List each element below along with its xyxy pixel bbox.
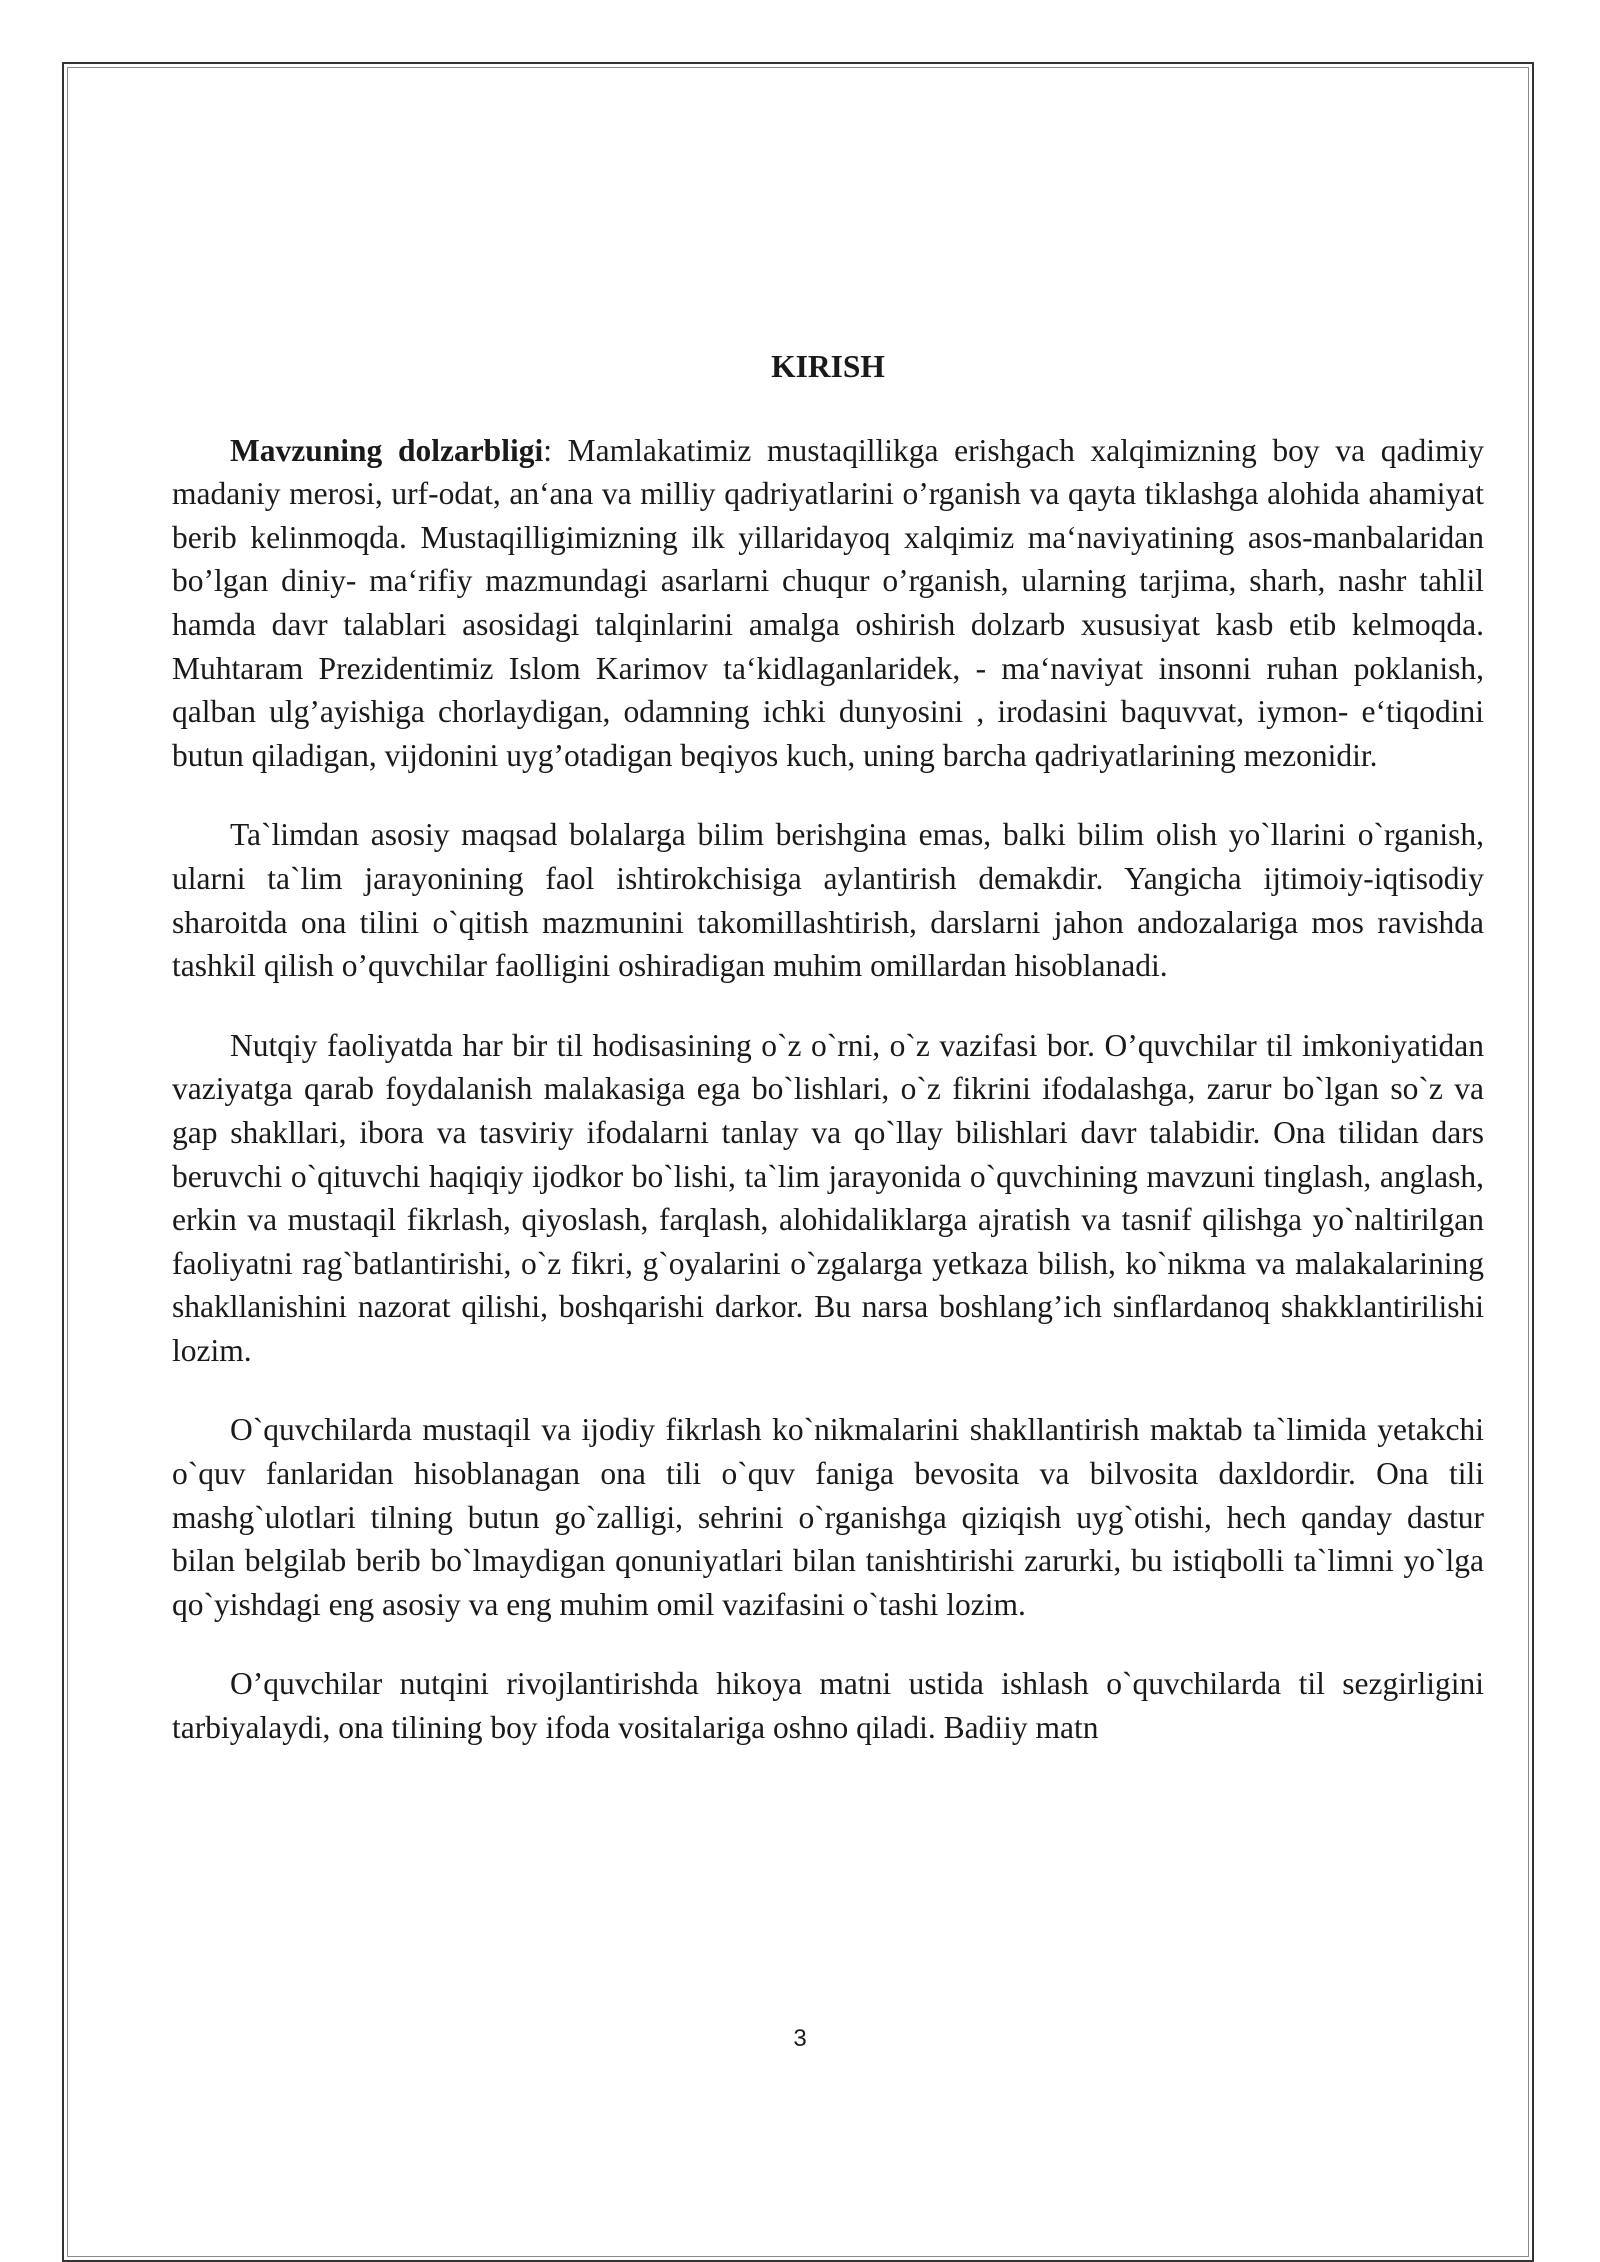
paragraph-text: : Mamlakatimiz mustaqillikga erishgach xalqimizning boy va qadimiy madaniy merosi, urf-odat, an‘ana va milliy qadriyatlarini o’rganish va qayta tiklashga alohida ahamiyat berib kelinmoqda. Mustaqilligimizning ilk yillaridayoq xalqimiz ma‘naviyatining asos-manbalaridan bo’lgan diniy- ma‘rifiy mazmundagi asarlarni chuqur o’rganish, ularning tarjima, sharh, nashr tahlil hamda davr talablari asosidagi talqinlarini amalga oshirish dolzarb xususiyat kasb etib kelmoqda. Muhtaram Prezidentimiz Islom Karimov ta‘kidlaganlaridek, - ma‘naviyat insonni ruhan poklanish, qalban ulg’ayishiga chorlaydigan, odamning ichki dunyosini , irodasini baquvvat, iymon- e‘tiqodini butun qiladigan, vijdonini uyg’otadigan beqiyos kuch, uning barcha qadriyatlarining mezonidir. [172, 432, 1484, 773]
paragraph: O’quvchilar nutqini rivojlantirishda hikoya matni ustida ishlash o`quvchilarda til sezgirligini tarbiyalaydi, ona tilining boy ifoda vositalariga oshno qiladi. Badiiy matn [172, 1666, 1484, 1746]
document-body [172, 345, 1484, 1750]
paragraph-lead: Mavzuning dolzarbligi [230, 432, 544, 468]
paragraph-relevance [172, 429, 1484, 778]
paragraph: Nutqiy faoliyatda har bir til hodisasining o`z o`rni, o`z vazifasi bor. O’quvchilar til imkoniyatidan vaziyatga qarab foydalanish malakasiga ega bo`lishlari, o`z fikrini ifodalashga, zarur bo`lgan so`z va gap shakllari, ibora va tasviriy ifodalarni tanlay va qo`llay bilishlari davr talabidir. Ona tilidan dars beruvchi o`qituvchi haqiqiy ijodkor bo`lishi, ta`lim jarayonida o`quvchining mavzuni tinglash, anglash, erkin va mustaqil fikrlash, qiyoslash, farqlash, alohidaliklarga ajratish va tasnif qilishga yo`naltirilgan faoliyatni rag`batlantirishi, o`z fikri, g`oyalarini o`zgalarga yetkaza bilish, ko`nikma va malakalarining shakllanishini nazorat qilishi, boshqarishi darkor. Bu narsa boshlang’ich sinflardanoq shakklantirilishi lozim. [172, 1027, 1484, 1368]
section-heading: KIRISH [771, 349, 885, 384]
paragraph: O`quvchilarda mustaqil va ijodiy fikrlash ko`nikmalarini shakllantirish maktab ta`limida yetakchi o`quv fanlaridan hisoblanagan ona tili o`quv faniga bevosita va bilvosita daxldordir. Ona tili mashg`ulotlari tilning butun go`zalligi, sehrini o`rganishga qiziqish uyg`otishi, hech qanday dastur bilan belgilab berib bo`lmaydigan qonuniyatlari bilan tanishtirishi zarurki, bu istiqbolli ta`limni yo`lga qo`yishdagi eng asosiy va eng muhim omil vazifasini o`tashi lozim. [172, 1412, 1484, 1622]
page-number: 3 [793, 2025, 807, 2052]
paragraph: Ta`limdan asosiy maqsad bolalarga bilim berishgina emas, balki bilim olish yo`llarini o`rganish, ularni ta`lim jarayonining faol ishtirokchisiga aylantirish demakdir. Yangicha ijtimoiy-iqtisodiy sharoitda ona tilini o`qitish mazmunini takomillashtirish, darslarni jahon andozalariga mos ravishda tashkil qilish o’quvchilar faolligini oshiradigan muhim omillardan hisoblanadi. [172, 817, 1484, 984]
